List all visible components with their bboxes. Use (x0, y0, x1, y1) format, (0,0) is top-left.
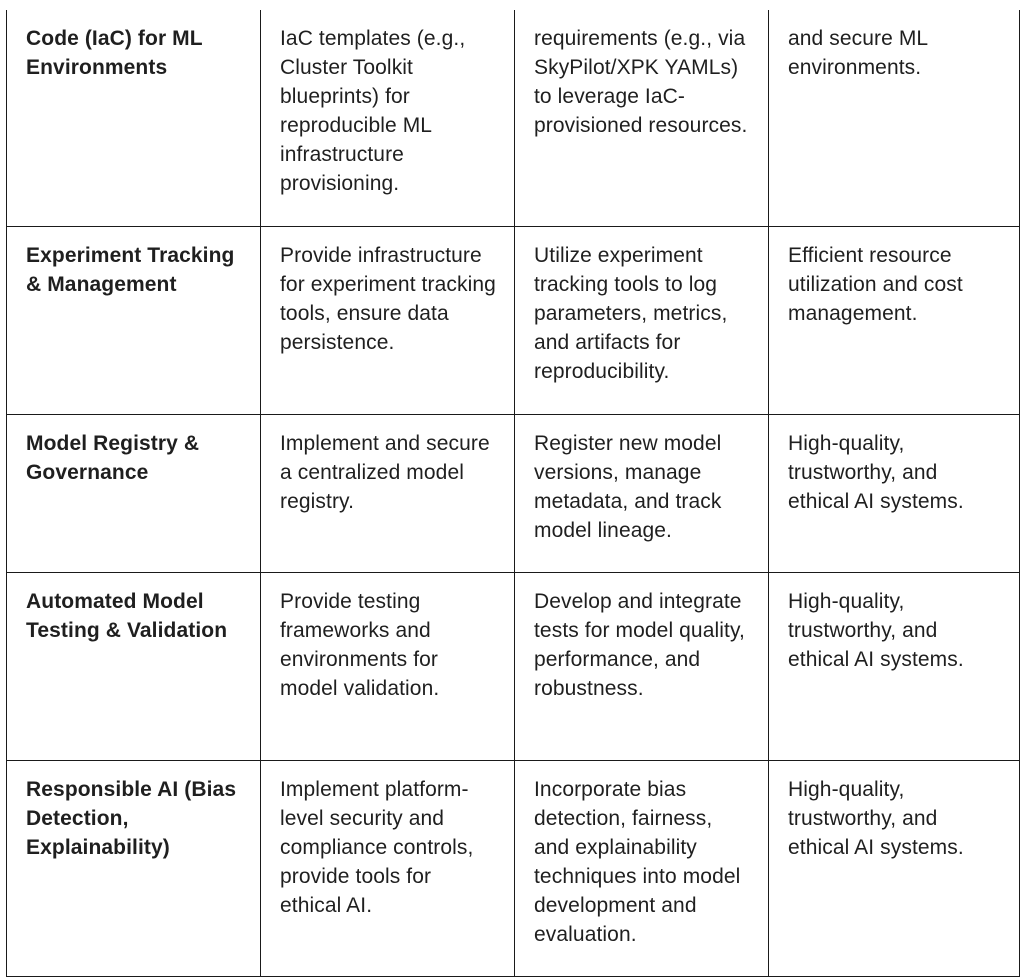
ml-engineer-cell: Develop and integrate tests for model quality, performance, and robustness. (515, 572, 769, 760)
area-cell: Experiment Tracking & Management (7, 226, 261, 414)
area-cell: Responsible AI (Bias Detection, Explainability) (7, 760, 261, 976)
table-row (7, 414, 1020, 572)
platform-cell: Implement and secure a centralized model registry. (261, 414, 515, 572)
table-row (7, 572, 1020, 760)
ml-engineer-cell: requirements (e.g., via SkyPilot/XPK YAMLs) to leverage IaC-provisioned resources. (515, 10, 769, 226)
ml-engineer-cell: Register new model versions, manage metadata, and track model lineage. (515, 414, 769, 572)
platform-cell: Provide testing frameworks and environments for model validation. (261, 572, 515, 760)
outcome-cell: Efficient resource utilization and cost management. (769, 226, 1020, 414)
area-cell: Model Registry & Governance (7, 414, 261, 572)
ml-engineer-cell: Incorporate bias detection, fairness, and explainability techniques into model development and evaluation. (515, 760, 769, 976)
area-cell: Code (IaC) for ML Environments (7, 10, 261, 226)
platform-cell: Implement platform-level security and compliance controls, provide tools for ethical AI. (261, 760, 515, 976)
ml-engineer-cell: Utilize experiment tracking tools to log parameters, metrics, and artifacts for reproducibility. (515, 226, 769, 414)
table-row (7, 760, 1020, 976)
outcome-cell: and secure ML environments. (769, 10, 1020, 226)
outcome-cell: High-quality, trustworthy, and ethical AI systems. (769, 760, 1020, 976)
outcome-cell: High-quality, trustworthy, and ethical AI systems. (769, 572, 1020, 760)
table-row (7, 226, 1020, 414)
outcome-cell: High-quality, trustworthy, and ethical AI systems. (769, 414, 1020, 572)
area-cell: Automated Model Testing & Validation (7, 572, 261, 760)
platform-cell: Provide infrastructure for experiment tracking tools, ensure data persistence. (261, 226, 515, 414)
platform-cell: IaC templates (e.g., Cluster Toolkit blueprints) for reproducible ML infrastructure provisioning. (261, 10, 515, 226)
table-row (7, 10, 1020, 226)
responsibility-table (6, 10, 1020, 977)
